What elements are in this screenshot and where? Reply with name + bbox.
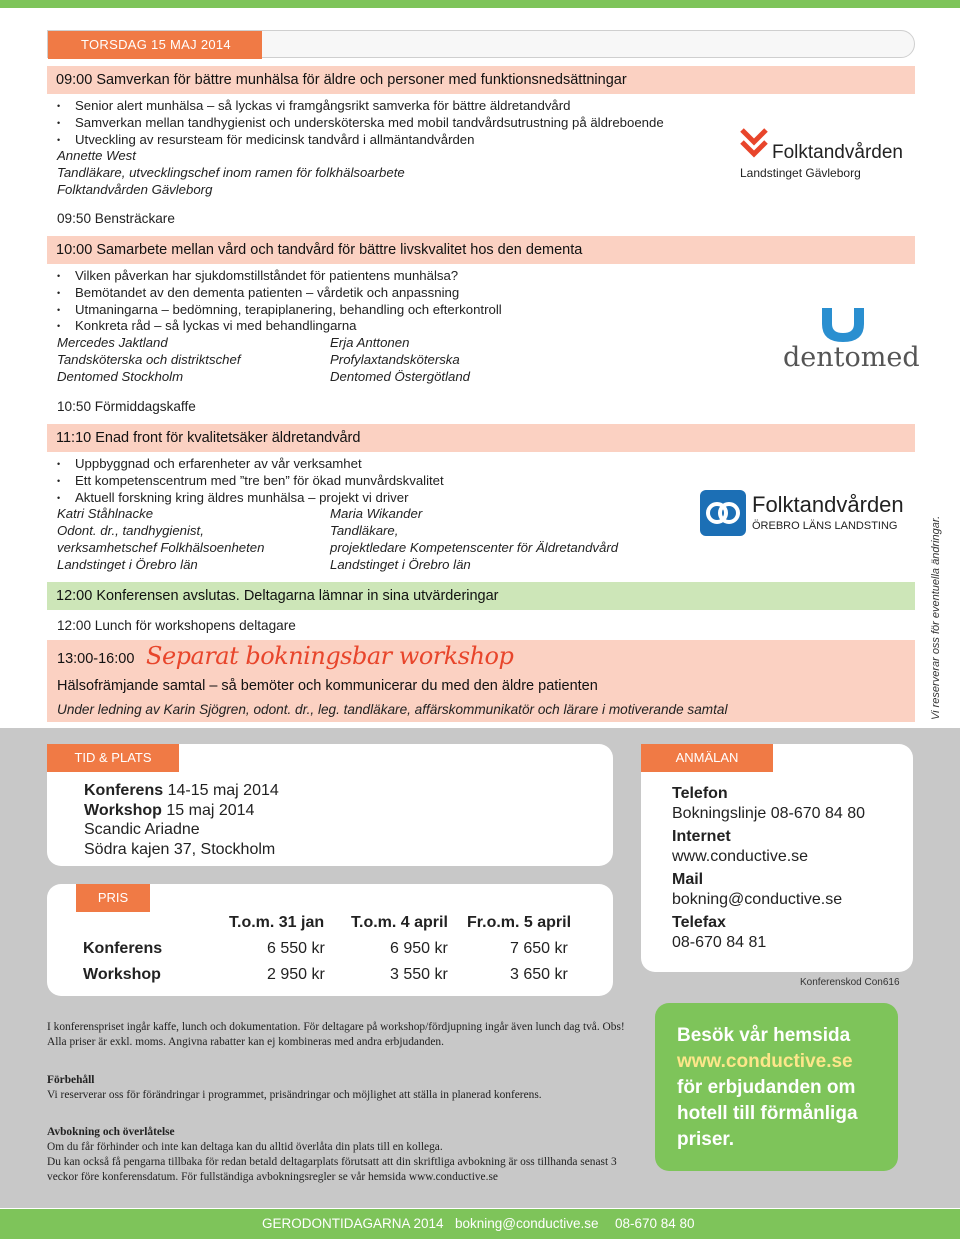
phone-value: Bokningslinje 08-670 84 80 [672, 804, 866, 822]
footer-bar [0, 1209, 960, 1239]
price-row-label: Konferens [83, 940, 163, 957]
speaker-title: Tandläkare, utvecklingschef inom ramen för folkhälsoarbete [57, 165, 405, 181]
workshop-box [47, 640, 915, 722]
fine-print-cancellation-detail: Du kan också få pengarna tillbaka för redan betald deltagarplats förutsatt att din skriftliga avbokning är oss tillhanda senast 3 veckor före konferensdatum. För fullständiga avbokningsregler se vår hemsida www.conductive.se [47, 1156, 617, 1183]
tid-plats-details [84, 781, 279, 859]
price-cell: 6 950 kr [390, 940, 448, 957]
price-row-label: Workshop [83, 966, 161, 983]
dentomed-wordmark: dentomed [783, 342, 920, 373]
workshop-script-title: Separat bokningsbar workshop [146, 642, 514, 670]
logo-name: Folktandvården [752, 492, 904, 517]
pris-card [47, 884, 613, 996]
footer-phone: 08-670 84 80 [615, 1216, 695, 1231]
speaker-title: Odont. dr., tandhygienist, [57, 523, 204, 539]
folktandvarden-mark-icon [740, 128, 770, 164]
price-cell: 2 950 kr [267, 966, 325, 983]
speaker-org: Landstinget i Örebro län [330, 556, 471, 572]
price-cell: 3 650 kr [510, 966, 568, 983]
promo-link[interactable]: www.conductive.se [677, 1051, 853, 1072]
logo-subtitle: Landstinget Gävleborg [740, 166, 861, 180]
day-header [47, 30, 915, 58]
website-promo [655, 1003, 898, 1171]
break-1: 09:50 Bensträckare [57, 211, 175, 226]
footer-event: GERODONTIDAGARNA 2014 [262, 1216, 444, 1231]
vertical-disclaimer: Vi reserverar oss för eventuella ändringar. [930, 515, 942, 720]
bullet-item: • Utmaningarna – bedömning, terapiplanering, behandling och efterkontroll [57, 302, 502, 319]
konferens-label: Konferens [84, 782, 164, 799]
speaker-title: Tandsköterska och distriktschef [57, 351, 241, 367]
workshop-title: Hälsofrämjande samtal – så bemöter och kommunicerar du med den äldre patienten [57, 678, 598, 694]
price-cell: 3 550 kr [390, 966, 448, 983]
anmalan-tag: ANMÄLAN [641, 744, 773, 772]
bullet-item: • Samverkan mellan tandhygienist och undersköterska med mobil tandvårdsutrustning på äldreboende [57, 115, 664, 132]
speakers [57, 335, 502, 385]
speaker-name: Erja Anttonen [330, 335, 410, 351]
mail-label: Mail [672, 871, 704, 888]
session-2-heading: 10:00 Samarbete mellan vård och tandvård för bättre livskvalitet hos den dementa [47, 236, 915, 264]
speaker-name: Katri Ståhlnacke [57, 506, 154, 522]
top-accent-bar [0, 0, 960, 8]
speaker-org: Dentomed Östergötland [330, 368, 471, 384]
conference-end-heading: 12:00 Konferensen avslutas. Deltagarna lämnar in sina utvärderingar [47, 582, 915, 610]
speaker-name: Maria Wikander [330, 506, 423, 522]
speaker-org: Dentomed Stockholm [57, 368, 184, 384]
workshop-label: Workshop [84, 801, 162, 819]
internet-link[interactable]: www.conductive.se [672, 847, 809, 865]
price-cell: 7 650 kr [510, 940, 568, 957]
mail-link[interactable]: bokning@conductive.se [672, 890, 843, 908]
internet-label: Internet [672, 828, 731, 845]
promo-line: Besök vår hemsida [677, 1025, 851, 1046]
bullet-item: • Aktuell forskning kring äldres munhälsa – projekt vi driver [57, 490, 618, 507]
price-cell: 6 550 kr [267, 940, 325, 957]
workshop-time: 13:00-16:00 [57, 651, 135, 667]
orebro-emblem-icon [700, 490, 746, 536]
break-2: 10:50 Förmiddagskaffe [57, 399, 196, 414]
fine-print-reservation: Vi reserverar oss för förändringar i programmet, prisändringar och möjlighet att ställa in planerad konferens. [47, 1089, 542, 1101]
speaker-role: projektledare Kompetenscenter för Äldretandvård [330, 539, 619, 555]
bullet-item: • Bemötandet av den dementa patienten – vårdetik och anpassning [57, 285, 502, 302]
phone-label: Telefon [672, 785, 728, 802]
price-col-header: Fr.o.m. 5 april [467, 914, 572, 931]
konferens-date: 14-15 maj 2014 [167, 782, 279, 799]
bullet-item: • Utveckling av resursteam för medicinsk tandvård i allmäntandvården [57, 132, 664, 149]
workshop-lead: Under ledning av Karin Sjögren, odont. dr., leg. tandläkare, affärskommunikatör och lärare i motiverande samtal [57, 702, 728, 717]
fine-print-included: I konferenspriset ingår kaffe, lunch och dokumentation. För deltagare på workshop/fördjupning ingår även lunch dag två. Obs! Alla priser är exkl. moms. Angivna rabatter kan ej kombineras med andra erbjudanden. [47, 1021, 625, 1048]
logo-subtitle: ÖREBRO LÄNS LANDSTING [752, 520, 898, 532]
pris-tag: PRIS [76, 884, 150, 912]
bullet-item: • Uppbyggnad och erfarenheter av vår verksamhet [57, 456, 618, 473]
speaker-title: Profylaxtandsköterska [330, 351, 460, 367]
bullet-item: • Senior alert munhälsa – så lyckas vi framgångsrikt samverka för bättre äldretandvård [57, 98, 664, 115]
promo-line: för erbjudanden om hotell till förmånliga priser. [677, 1077, 858, 1150]
fine-print-heading: Förbehåll [47, 1074, 95, 1086]
bullet-item: • Vilken påverkan har sjukdomstillståndet för patientens munhälsa? [57, 268, 502, 285]
anmalan-card [641, 744, 913, 972]
tid-plats-tag: TID & PLATS [47, 744, 179, 772]
price-col-header: T.o.m. 4 april [351, 914, 448, 931]
footer-email[interactable]: bokning@conductive.se [455, 1216, 599, 1231]
fine-print-cancellation: Om du får förhinder och inte kan deltaga kan du alltid överlåta din plats till en kollega. [47, 1141, 443, 1153]
conference-code: Konferenskod Con616 [800, 977, 900, 988]
speaker-org: Landstinget i Örebro län [57, 556, 198, 572]
venue: Scandic Ariadne [84, 821, 200, 838]
dentomed-tooth-icon [818, 306, 868, 346]
speakers [57, 506, 618, 573]
speaker-name: Annette West [57, 148, 136, 164]
bullet-item: • Konkreta råd – så lyckas vi med behandlingarna [57, 318, 502, 335]
session-2-content [57, 268, 502, 386]
tid-plats-card [47, 744, 613, 866]
session-1-content [57, 98, 664, 199]
price-col-header: T.o.m. 31 jan [229, 914, 325, 931]
speaker-role: verksamhetschef Folkhälsoenheten [57, 539, 265, 555]
speaker-name: Mercedes Jaktland [57, 335, 168, 351]
speaker-org: Folktandvården Gävleborg [57, 181, 213, 197]
session-1-heading: 09:00 Samverkan för bättre munhälsa för äldre och personer med funktionsnedsättningar [47, 66, 915, 94]
day-tab: TORSDAG 15 MAJ 2014 [48, 31, 262, 59]
workshop-date: 15 maj 2014 [166, 801, 255, 819]
anmalan-details [672, 784, 865, 952]
session-3-heading: 11:10 Enad front för kvalitetsäker äldretandvård [47, 424, 915, 452]
speaker-title: Tandläkare, [330, 523, 399, 539]
fine-print-heading: Avbokning och överlåtelse [47, 1126, 175, 1138]
fax-label: Telefax [672, 914, 726, 931]
fax-value: 08-670 84 81 [672, 933, 767, 951]
lunch-note: 12:00 Lunch för workshopens deltagare [57, 618, 296, 633]
address: Södra kajen 37, Stockholm [84, 840, 276, 858]
bullet-item: • Ett kompetenscentrum med ”tre ben” för ökad munvårdskvalitet [57, 473, 618, 490]
session-3-content [57, 456, 618, 574]
logo-name: Folktandvården [772, 142, 903, 163]
